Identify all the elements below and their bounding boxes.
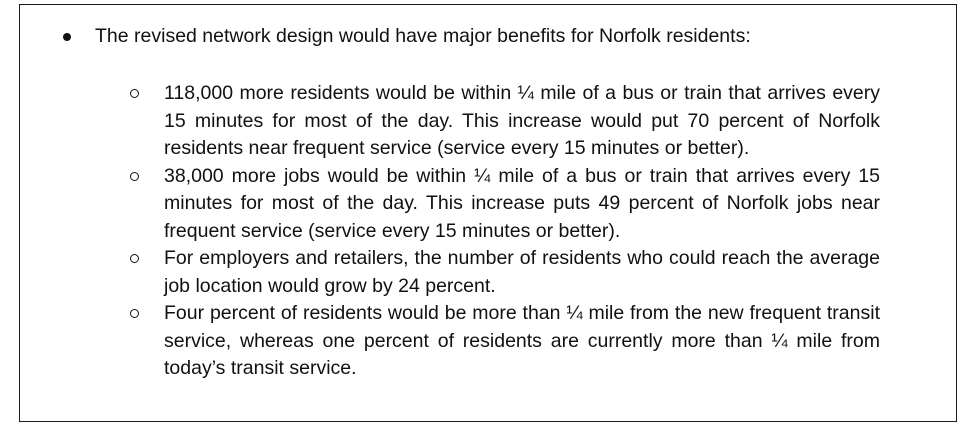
sub-bullet-text: Four percent of residents would be more than ¼ mile from the new frequent transit service, whereas one percent of residents are currently more than ¼ mile from today’s transit service. (164, 302, 880, 379)
sub-bullet-list (20, 80, 958, 383)
main-bullet-text: The revised network design would have major benefits for Norfolk residents: (95, 25, 751, 47)
document-frame (19, 4, 957, 422)
sub-bullet-text: 38,000 more jobs would be within ¼ mile of a bus or train that arrives every 15 minutes for most of the day. This increase puts 49 percent of Norfolk jobs near frequent service (service every 15 minutes or better). (164, 164, 880, 242)
sub-bullet-item (20, 300, 958, 383)
sub-bullet-text: 118,000 more residents would be within ¼ mile of a bus or train that arrives every 15 minutes for most of the day. This increase would put 70 percent of Norfolk residents near frequent service (service every 15 minutes or better). (164, 82, 880, 159)
hollow-circle-bullet-icon (130, 89, 139, 98)
sub-bullet-text: For employers and retailers, the number of residents who could reach the average job location would grow by 24 percent. (164, 247, 880, 297)
hollow-circle-bullet-icon (130, 309, 139, 318)
hollow-circle-bullet-icon (130, 172, 139, 181)
filled-bullet-icon (63, 33, 71, 41)
hollow-circle-bullet-icon (130, 254, 139, 263)
sub-bullet-item (20, 80, 958, 163)
sub-bullet-item (20, 163, 958, 246)
sub-bullet-item (20, 245, 958, 300)
